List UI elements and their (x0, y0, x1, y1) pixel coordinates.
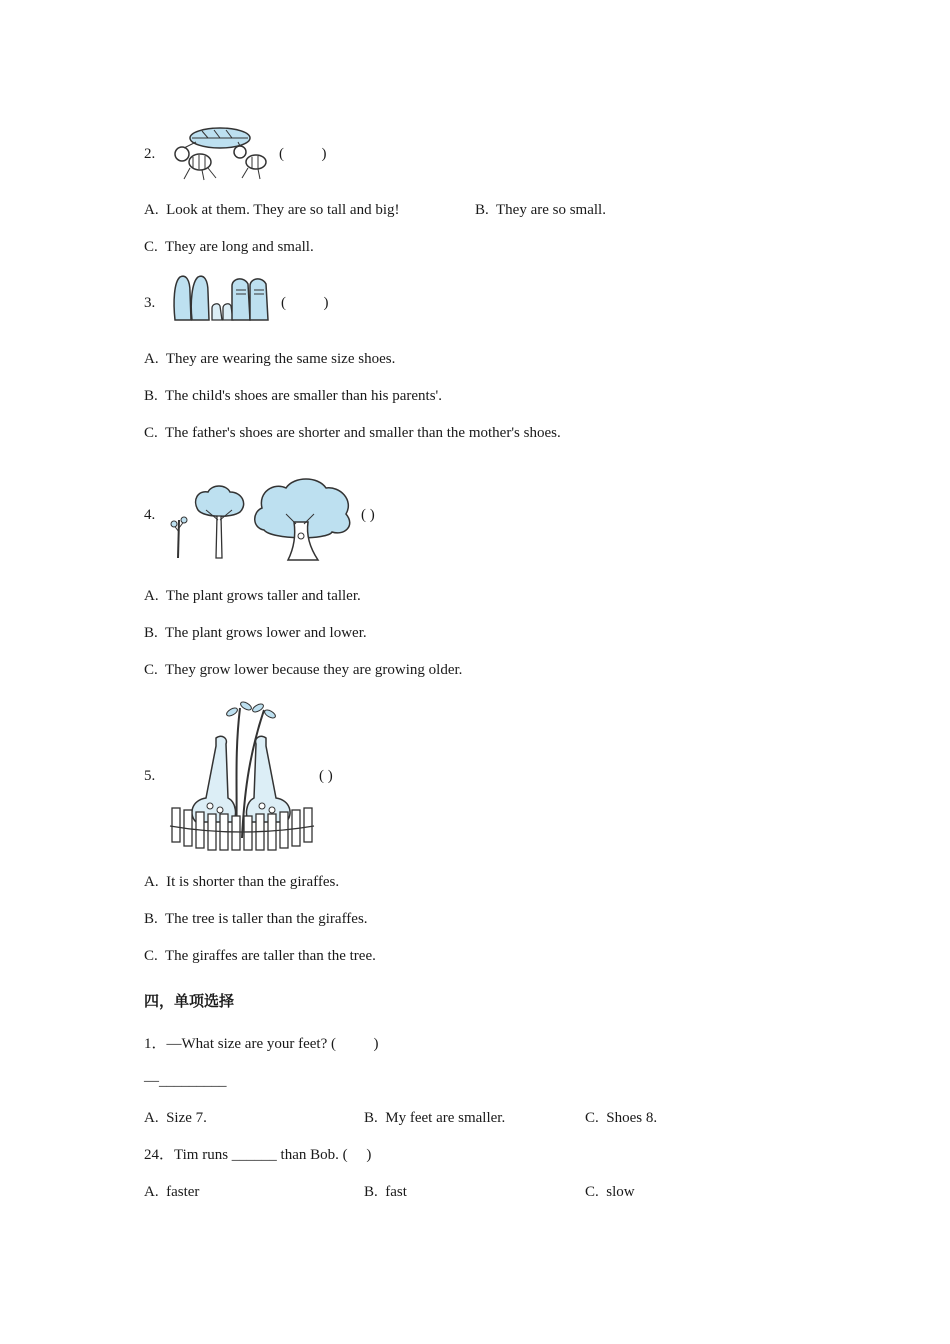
question-4-answer-bracket[interactable]: ( ) (361, 507, 375, 523)
option-text: The giraffes are taller than the tree. (165, 948, 376, 964)
q2-option-a[interactable] (144, 201, 400, 219)
s4q24-option-b[interactable] (364, 1183, 407, 1201)
section-heading: 四，单项选择 (144, 992, 235, 1010)
question-3-answer-bracket[interactable]: ( ) (281, 295, 329, 311)
option-letter: C. (144, 662, 158, 678)
option-letter: B. (144, 911, 158, 927)
option-text: The plant grows lower and lower. (165, 625, 367, 641)
option-letter: B. (364, 1110, 378, 1126)
q2-option-c[interactable] (144, 238, 314, 256)
option-letter: A. (144, 1184, 159, 1200)
section4-q1-prompt: 1．—What size are your feet? ( ) (144, 1036, 379, 1052)
option-text: fast (385, 1184, 407, 1200)
growing-trees-image (168, 470, 356, 562)
family-shoes-image (170, 272, 270, 324)
question-2-number: 2. (144, 146, 156, 162)
option-letter: A. (144, 202, 159, 218)
option-text: slow (606, 1184, 635, 1200)
section4-q1-answer-line[interactable]: —_________ (144, 1073, 227, 1089)
s4q1-option-a[interactable] (144, 1109, 207, 1127)
option-letter: C. (585, 1110, 599, 1126)
option-letter: B. (144, 388, 158, 404)
option-letter: A. (144, 1110, 159, 1126)
question-2-answer-bracket[interactable]: ( ) (279, 146, 327, 162)
option-letter: B. (144, 625, 158, 641)
q5-option-b[interactable] (144, 910, 368, 928)
q5-option-c[interactable] (144, 947, 376, 965)
s4q1-option-b[interactable] (364, 1109, 505, 1127)
option-text: It is shorter than the giraffes. (166, 874, 340, 890)
option-letter: A. (144, 351, 159, 367)
question-3-number: 3. (144, 295, 156, 311)
option-text: They grow lower because they are growing older. (165, 662, 463, 678)
question-4-number: 4. (144, 507, 156, 523)
option-text: Size 7. (166, 1110, 207, 1126)
section4-q24-prompt: 24．Tim runs ______ than Bob. ( ) (144, 1147, 372, 1163)
q3-option-b[interactable] (144, 387, 442, 405)
s4q1-option-c[interactable] (585, 1109, 657, 1127)
option-letter: B. (475, 202, 489, 218)
question-5-number: 5. (144, 768, 156, 784)
q5-option-a[interactable] (144, 873, 339, 891)
q4-option-a[interactable] (144, 587, 361, 605)
option-text: My feet are smaller. (385, 1110, 506, 1126)
ants-carrying-leaf-image (168, 124, 270, 184)
option-letter: C. (144, 425, 158, 441)
option-letter: C. (144, 239, 158, 255)
option-letter: C. (585, 1184, 599, 1200)
q3-option-a[interactable] (144, 350, 395, 368)
q3-option-c[interactable] (144, 424, 561, 442)
s4q24-option-a[interactable] (144, 1183, 199, 1201)
option-letter: A. (144, 588, 159, 604)
option-letter: C. (144, 948, 158, 964)
option-text: They are long and small. (165, 239, 314, 255)
option-text: Look at them. They are so tall and big! (166, 202, 400, 218)
q4-option-b[interactable] (144, 624, 367, 642)
q4-option-c[interactable] (144, 661, 462, 679)
option-text: They are so small. (496, 202, 606, 218)
option-text: The tree is taller than the giraffes. (165, 911, 368, 927)
q2-option-b[interactable] (475, 201, 606, 219)
option-text: Shoes 8. (606, 1110, 658, 1126)
option-letter: B. (364, 1184, 378, 1200)
giraffes-and-tree-image (166, 698, 316, 852)
option-text: The father's shoes are shorter and smaller than the mother's shoes. (165, 425, 561, 441)
option-text: faster (166, 1184, 200, 1200)
s4q24-option-c[interactable] (585, 1183, 635, 1201)
option-text: They are wearing the same size shoes. (165, 351, 396, 367)
question-5-answer-bracket[interactable]: ( ) (319, 768, 333, 784)
option-text: The child's shoes are smaller than his parents'. (165, 388, 442, 404)
option-letter: A. (144, 874, 159, 890)
option-text: The plant grows taller and taller. (165, 588, 361, 604)
